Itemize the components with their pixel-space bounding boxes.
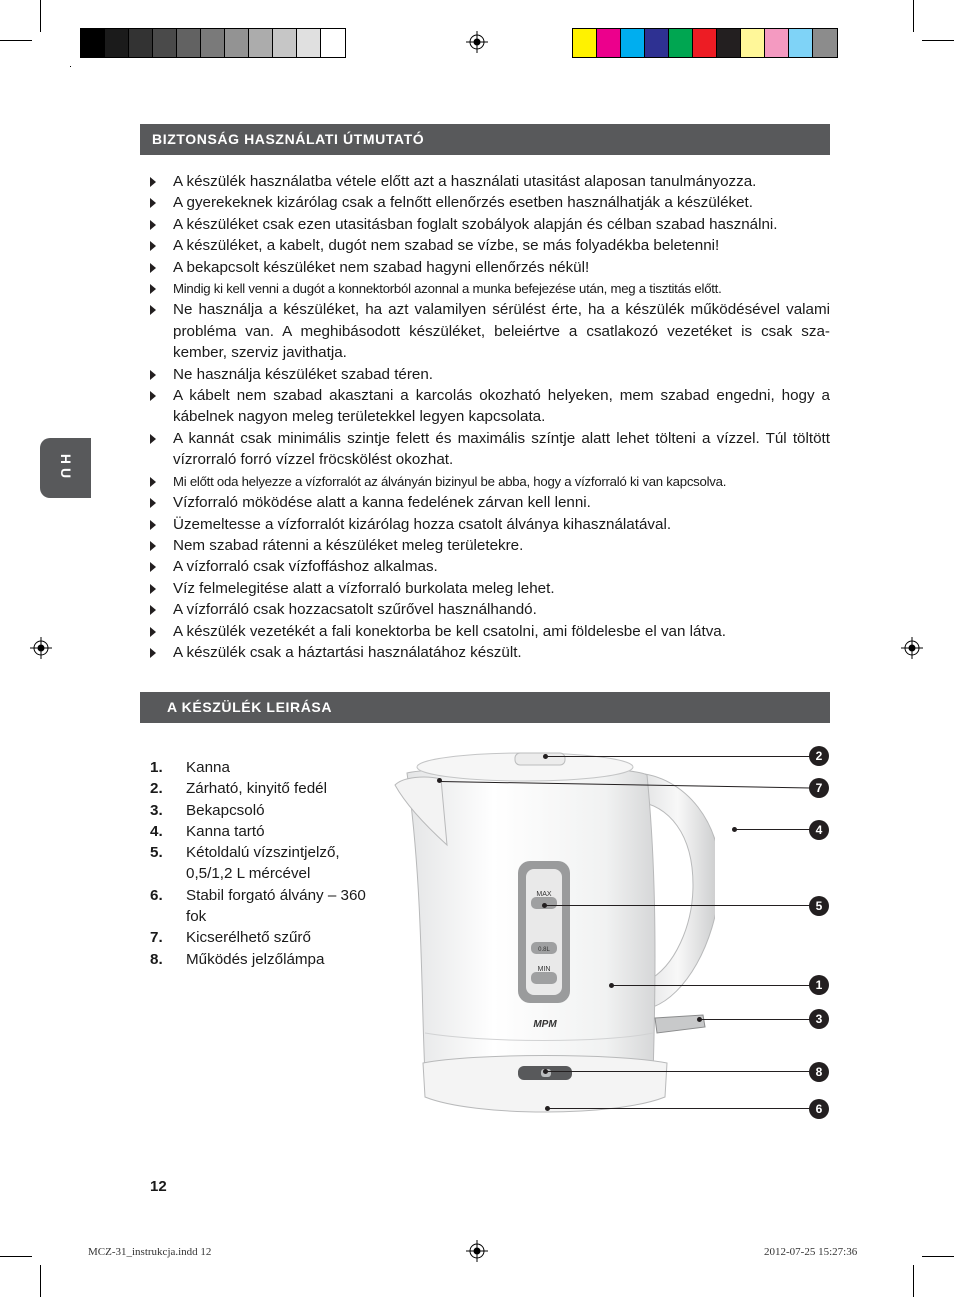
part-item (150, 842, 370, 885)
safety-item-text: Mindig ki kell venni a dugót a konnektorból azonnal a munka befejezése után, meg a tisztitás előtt. (173, 281, 722, 297)
color-swatch (597, 29, 621, 57)
safety-item (150, 257, 830, 278)
leader-dot (437, 778, 442, 783)
color-swatch (669, 29, 693, 57)
color-swatch (201, 29, 225, 57)
safety-item-text: A készüléket, a kabelt, dugót nem szabad se vízbe, se más folyadékba beletenni! (173, 237, 720, 255)
registration-mark-icon (901, 637, 923, 659)
part-item (150, 927, 370, 948)
kettle-illustration (385, 745, 715, 1125)
safety-item (150, 556, 830, 577)
leader-dot (543, 1069, 548, 1074)
gauge-mid-label: 0.8L (538, 947, 550, 953)
safety-item-text: Ne használja készüléket szabad téren. (173, 365, 434, 383)
part-number: 5. (150, 844, 163, 862)
registration-mark-icon (30, 637, 52, 659)
part-item (150, 778, 370, 799)
bullet-triangle-icon (150, 648, 156, 658)
bullet-triangle-icon (150, 477, 156, 487)
bullet-triangle-icon (150, 391, 156, 401)
color-swatch (249, 29, 273, 57)
safety-item (150, 492, 830, 513)
part-item (150, 885, 370, 928)
safety-item-text: Nem szabad rátenni a készüléket meleg területekre. (173, 536, 524, 554)
safety-item-text: A készülék használatba vétele előtt azt a használati utasitást alaposan tanulmányozza. (173, 173, 757, 190)
slug-filename: MCZ-31_instrukcja.indd 12 (88, 1246, 212, 1258)
color-swatch (573, 29, 597, 57)
safety-item (150, 192, 830, 213)
part-item (150, 949, 370, 970)
part-label: Bekapcsoló (186, 801, 265, 819)
leader-line (612, 985, 810, 986)
bullet-triangle-icon (150, 627, 156, 637)
safety-item (150, 471, 830, 492)
safety-item (150, 364, 830, 385)
part-label: Stabil forgató álvány – 360 fok (186, 886, 366, 926)
callout-5: 5 (809, 896, 829, 916)
leader-dot (545, 1106, 550, 1111)
safety-item (150, 385, 830, 428)
callout-6: 6 (809, 1099, 829, 1119)
part-number: 3. (150, 801, 163, 819)
part-label: Kétoldalú vízszintjelző, 0,5/1,2 L mércével (186, 844, 340, 883)
safety-item (150, 599, 830, 620)
slug-timestamp: 2012-07-25 15:27:36 (764, 1246, 858, 1258)
safety-item-text: A vízforraló csak vízfoffáshoz alkalmas. (173, 558, 438, 576)
part-number: 8. (150, 950, 163, 968)
bullet-triangle-icon (150, 605, 156, 615)
registration-mark-icon (466, 31, 488, 53)
safety-item-text: A készülék vezetékét a fali konektorba be kell csatolni, ami földelesbe el van látva. (173, 622, 726, 640)
safety-item-text: A bekapcsolt készüléket nem szabad hagyni ellenőrzés nékül! (173, 258, 590, 276)
language-tab (40, 438, 91, 498)
safety-item (150, 299, 830, 363)
gauge-max-label: MAX (536, 891, 552, 898)
parts-list (150, 757, 370, 970)
bullet-triangle-icon (150, 241, 156, 251)
color-swatch (693, 29, 717, 57)
registration-mark-icon (466, 1240, 488, 1262)
callout-8: 8 (809, 1062, 829, 1082)
part-number: 4. (150, 822, 163, 840)
crop-mark (0, 1256, 32, 1257)
part-number: 2. (150, 780, 163, 798)
color-swatch (645, 29, 669, 57)
part-number: 1. (150, 759, 163, 776)
color-swatch (177, 29, 201, 57)
safety-item-text: A gyerekeknek kizárólag csak a felnőtt ellenőrzés esetben használhatják a készüléket. (173, 194, 753, 212)
bullet-triangle-icon (150, 520, 156, 530)
crop-mark (922, 1256, 954, 1257)
safety-item-text: A készülék csak a háztartási használatához készült. (173, 643, 522, 661)
bullet-triangle-icon (150, 434, 156, 444)
bullet-triangle-icon (150, 284, 156, 294)
part-number: 7. (150, 929, 163, 947)
color-swatch (153, 29, 177, 57)
safety-item-text: Vízforraló möködése alatt a kanna fedelének zárvan kell lenni. (173, 494, 591, 512)
color-swatch (621, 29, 645, 57)
safety-item (150, 214, 830, 235)
safety-item-text: Ne használja a készüléket, ha azt valamilyen sérülést érte, ha a készülék működésével valami probléma van. A meghibásodott készüléket, beleiértve a csatlakozó vezetéket is csak sza-kember, szerviz javithatja. (173, 301, 830, 362)
color-swatch (813, 29, 837, 57)
leader-line (548, 1108, 810, 1109)
callout-3: 3 (809, 1009, 829, 1029)
bullet-triangle-icon (150, 177, 156, 187)
bullet-triangle-icon (150, 263, 156, 273)
color-swatch (105, 29, 129, 57)
leader-dot (543, 754, 548, 759)
safety-item-text: Üzemeltesse a vízforralót kizárólag hozza csatolt álványa kihasználatával. (173, 515, 672, 533)
callout-1: 1 (809, 975, 829, 995)
safety-item-text: A kannát csak minimális szintje felett és maximális színtje alatt lehet tölteni a vízzel. Túl töltött vízrorraló forró vízzel fröcskölést okozhat. (173, 429, 830, 469)
leader-dot (697, 1017, 702, 1022)
color-swatch (225, 29, 249, 57)
crop-mark (40, 0, 41, 32)
color-swatch (273, 29, 297, 57)
description-section-header (140, 692, 830, 723)
callout-4: 4 (809, 820, 829, 840)
leader-line (735, 829, 810, 830)
part-label: Kanna (186, 759, 230, 776)
leader-dot (732, 827, 737, 832)
bullet-triangle-icon (150, 198, 156, 208)
part-label: Kicserélhető szűrő (186, 929, 311, 947)
leader-dot (542, 903, 547, 908)
color-swatch (765, 29, 789, 57)
safety-item (150, 514, 830, 535)
safety-item-text: A készüléket csak ezen utasitásban foglalt szobályok alapján és célban szabad használni. (173, 215, 778, 233)
bullet-triangle-icon (150, 305, 156, 315)
callout-2: 2 (809, 746, 829, 766)
crop-mark (913, 0, 914, 32)
crop-mark (913, 1265, 914, 1297)
color-swatch (789, 29, 813, 57)
bullet-triangle-icon (150, 541, 156, 551)
part-item (150, 757, 370, 778)
safety-item (150, 578, 830, 599)
bullet-triangle-icon (150, 584, 156, 594)
gauge-min-label: MIN (537, 966, 551, 973)
color-swatch (81, 29, 105, 57)
safety-item (150, 235, 830, 256)
safety-item-text: A vízforráló csak hozzacsatolt szűrővel használhandó. (173, 601, 537, 619)
safety-item-text: A kábelt nem szabad akasztani a karcolás okozható helyeken, mem szabad engedni, hogy a kábelnek nagyon meleg területekkel legyen kapcsolata. (173, 387, 830, 426)
part-item (150, 800, 370, 821)
bullet-triangle-icon (150, 562, 156, 572)
brand-logo: MPM (533, 1019, 557, 1030)
leader-line (700, 1019, 810, 1020)
crop-dot (70, 66, 71, 67)
safety-item-text: Mi előtt oda helyezze a vízforralót az álványán bizinyul be abba, hogy a vízforraló ki van kapcsolva. (173, 473, 727, 489)
part-label: Működés jelzőlámpa (186, 950, 325, 968)
section-title: A KÉSZÜLÉK LEIRÁSA (167, 699, 333, 715)
part-item (150, 821, 370, 842)
bullet-triangle-icon (150, 370, 156, 380)
process-color-bar (572, 28, 838, 58)
grayscale-color-bar (80, 28, 346, 58)
color-swatch (717, 29, 741, 57)
part-label: Zárható, kinyitő fedél (186, 780, 327, 798)
leader-line (546, 756, 810, 757)
bullet-triangle-icon (150, 498, 156, 508)
callout-7: 7 (809, 778, 829, 798)
safety-item (150, 171, 830, 192)
color-swatch (741, 29, 765, 57)
safety-item (150, 535, 830, 556)
crop-mark (0, 40, 32, 41)
leader-line (546, 1071, 810, 1072)
safety-item-text: Víz felmelegitése alatt a vízforraló burkolata meleg lehet. (173, 579, 555, 597)
safety-item (150, 278, 830, 299)
safety-item (150, 428, 830, 471)
crop-mark (40, 1265, 41, 1297)
page-number: 12 (150, 1178, 167, 1195)
safety-item (150, 642, 830, 663)
color-swatch (129, 29, 153, 57)
color-swatch (297, 29, 321, 57)
color-swatch (321, 29, 345, 57)
part-number: 6. (150, 886, 163, 904)
crop-mark (922, 40, 954, 41)
safety-list (150, 171, 830, 663)
leader-dot (609, 983, 614, 988)
section-title: BIZTONSÁG HASZNÁLATI ÚTMUTATÓ (152, 131, 425, 147)
safety-item (150, 621, 830, 642)
bullet-triangle-icon (150, 220, 156, 230)
language-tab-label: HU (57, 453, 74, 483)
part-label: Kanna tartó (186, 822, 265, 840)
safety-section-header (140, 124, 830, 155)
leader-line (545, 905, 810, 906)
